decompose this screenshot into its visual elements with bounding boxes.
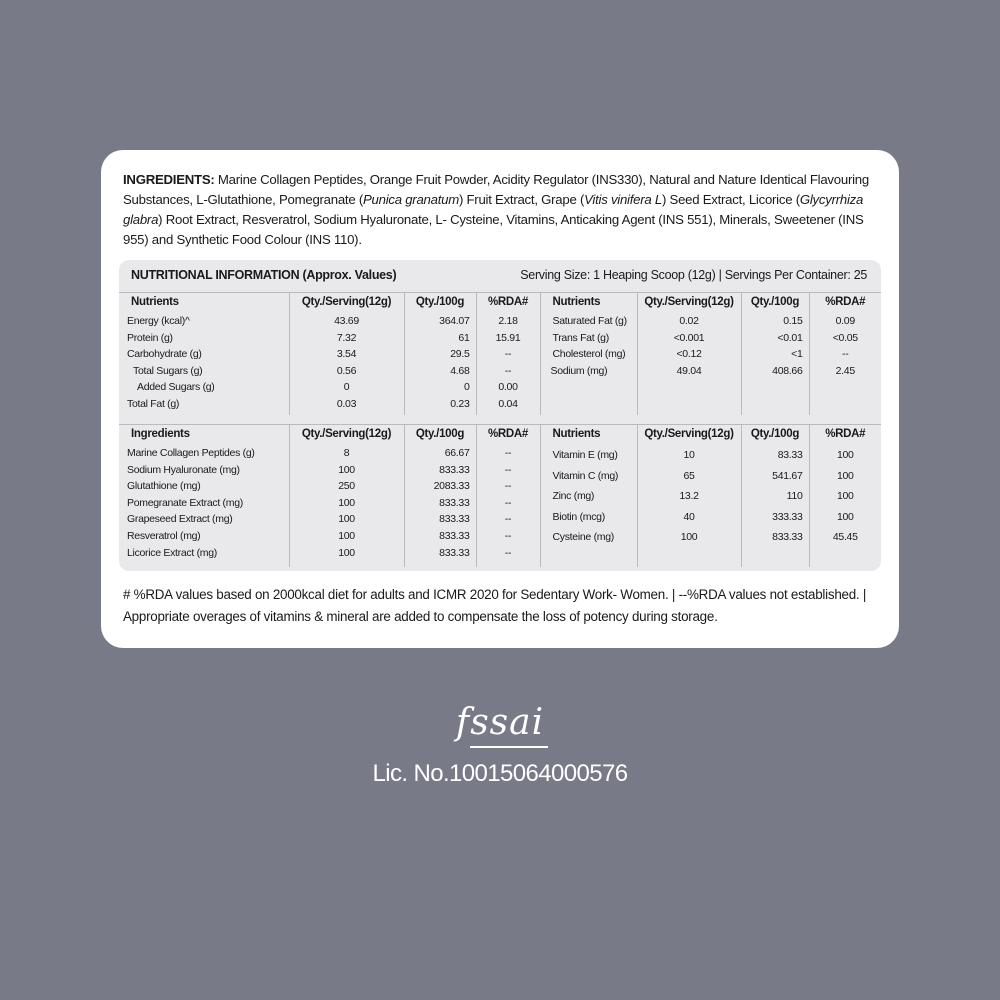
ingredients-italic: Glycyrrhiza glabra xyxy=(123,192,864,227)
table-cell: 0 xyxy=(463,381,470,394)
serving-values xyxy=(289,445,404,567)
per100g-values xyxy=(741,313,809,415)
table-cell: Added Sugars (g) xyxy=(137,381,215,394)
table-cell: 0.15 xyxy=(783,315,803,327)
rda-values xyxy=(809,445,881,567)
table-cell: 833.33 xyxy=(439,529,470,542)
table-cell: -- xyxy=(504,496,512,509)
table-cell: 110 xyxy=(786,490,803,502)
table-cell: 100 xyxy=(338,496,355,509)
serving-values xyxy=(637,445,741,567)
table-cell: -- xyxy=(504,447,512,459)
table-cell: 2.18 xyxy=(498,315,518,327)
ingredients-part: ) Seed Extract, Licorice ( xyxy=(661,192,800,207)
nutrients-table xyxy=(119,292,881,415)
table-cell: 100 xyxy=(836,490,854,502)
table-cell: Carbohydrate (g) xyxy=(127,348,202,361)
nutrition-panel xyxy=(119,260,881,571)
table-cell: 0.00 xyxy=(498,381,518,394)
per100g-values xyxy=(404,445,476,567)
fssai-underline xyxy=(470,746,548,748)
table-cell: Zinc (mg) xyxy=(552,490,595,502)
col-header: Qty./Serving(12g) xyxy=(289,293,404,314)
table-cell: 541.67 xyxy=(772,469,803,482)
table-cell: 100 xyxy=(836,510,854,523)
table-cell: 13.2 xyxy=(679,490,699,502)
col-header: Qty./Serving(12g) xyxy=(637,293,741,314)
table-cell: 833.33 xyxy=(439,546,470,559)
table-cell: <0.01 xyxy=(777,331,803,344)
table-cell: 0 xyxy=(343,381,350,394)
table-cell: 8 xyxy=(343,447,350,459)
table-cell: 4.68 xyxy=(450,364,470,377)
table-cell: Glutathione (mg) xyxy=(127,480,201,493)
col-header: Nutrients xyxy=(540,293,637,314)
rda-values xyxy=(476,313,540,415)
table-cell: 100 xyxy=(338,529,355,542)
table-cell: -- xyxy=(842,348,849,361)
nutrition-title: NUTRITIONAL INFORMATION (Approx. Values) xyxy=(131,268,397,282)
table-cell: 61 xyxy=(458,331,470,344)
table-cell: 0.09 xyxy=(835,315,855,327)
nutrition-header xyxy=(131,268,871,286)
table-cell: -- xyxy=(504,546,512,559)
table-cell: -- xyxy=(504,480,512,493)
ingredients-text xyxy=(123,170,878,250)
rda-values xyxy=(809,313,881,415)
table-cell: 833.33 xyxy=(439,496,470,509)
nutrient-names xyxy=(540,313,637,415)
table-cell: 0.02 xyxy=(679,315,699,327)
table-cell: Saturated Fat (g) xyxy=(552,315,627,327)
table-cell: 833.33 xyxy=(439,513,470,526)
table-cell: 100 xyxy=(338,463,355,476)
table-cell: Total Fat (g) xyxy=(127,397,180,410)
table-cell: 100 xyxy=(836,469,854,482)
table-cell: 10 xyxy=(683,449,695,461)
table-cell: Vitamin C (mg) xyxy=(552,469,619,482)
nutrient-names xyxy=(540,445,637,567)
ingredients-part: ) Root Extract, Resveratrol, Sodium Hyaluronate, L- Cysteine, Vitamins, Anticaking Agent (INS 551), Minerals, Sweetener (INS 955) and Synthetic Food Colour (INS 110). xyxy=(123,212,864,247)
table-cell: 40 xyxy=(683,510,695,523)
col-header: Qty./Serving(12g) xyxy=(289,425,404,446)
table-cell: Vitamin E (mg) xyxy=(552,449,618,461)
table-cell: 333.33 xyxy=(772,510,803,523)
rda-footnote: # %RDA values based on 2000kcal diet for adults and ICMR 2020 for Sedentary Work- Women. | --%RDA values not established. | Appropriate overages of vitamins & mineral are added to compensate the loss of potency during storage. xyxy=(123,587,867,624)
table-cell: Grapeseed Extract (mg) xyxy=(127,513,233,526)
ingredients-label: INGREDIENTS: xyxy=(123,172,215,187)
serving-values xyxy=(289,313,404,415)
col-header: Qty./Serving(12g) xyxy=(637,425,741,446)
table-cell: Cysteine (mg) xyxy=(552,531,614,543)
table-cell: 408.66 xyxy=(772,364,803,377)
table-cell: -- xyxy=(504,348,512,361)
rda-values xyxy=(476,445,540,567)
table-cell: -- xyxy=(504,463,512,476)
table-cell: 15.91 xyxy=(495,331,521,344)
table-cell: 364.07 xyxy=(439,315,470,327)
table-cell: Pomegranate Extract (mg) xyxy=(127,496,243,509)
license-number: Lic. No.10015064000576 xyxy=(372,760,628,787)
table-cell: 29.5 xyxy=(450,348,470,361)
col-header: %RDA# xyxy=(809,425,881,446)
table-cell: 83.33 xyxy=(777,449,803,461)
col-header: Nutrients xyxy=(131,296,179,308)
table-cell: Protein (g) xyxy=(127,331,173,344)
table-cell: 66.67 xyxy=(444,447,470,459)
col-header: %RDA# xyxy=(476,425,540,446)
table-cell: 7.32 xyxy=(336,331,357,344)
table-cell: 833.33 xyxy=(439,463,470,476)
table-cell: 100 xyxy=(836,449,854,461)
table-cell: <1 xyxy=(791,348,803,361)
table-cell: 100 xyxy=(338,546,355,559)
col-header: %RDA# xyxy=(809,293,881,314)
ingredients-table xyxy=(119,424,881,567)
table-cell: 100 xyxy=(680,531,698,543)
table-cell: Sodium (mg) xyxy=(550,364,608,377)
serving-values xyxy=(637,313,741,415)
table-cell: 250 xyxy=(338,480,355,493)
table-cell: 3.54 xyxy=(336,348,357,361)
table-cell: 45.45 xyxy=(832,531,858,543)
ingredients-part: ) Fruit Extract, Grape ( xyxy=(458,192,585,207)
label-card xyxy=(101,150,899,648)
table-cell: 65 xyxy=(683,469,695,482)
table-cell: 2083.33 xyxy=(433,480,470,493)
table-cell: 49.04 xyxy=(676,364,702,377)
table-cell: -- xyxy=(504,513,512,526)
col-header: Qty./100g xyxy=(404,293,476,314)
serving-info: Serving Size: 1 Heaping Scoop (12g) | Servings Per Container: 25 xyxy=(520,268,867,282)
table-cell: -- xyxy=(504,364,512,377)
ingredients-italic: Vitis vinifera L xyxy=(584,192,662,207)
table-cell: Resveratrol (mg) xyxy=(127,529,201,542)
col-header: Qty./100g xyxy=(404,425,476,446)
table-cell: <0.001 xyxy=(673,331,705,344)
ingredients-italic: Punica granatum xyxy=(362,192,459,207)
table-cell: 0.56 xyxy=(336,364,357,377)
table-cell: -- xyxy=(504,529,512,542)
table-cell: Cholesterol (mg) xyxy=(552,348,626,361)
table-cell: Total Sugars (g) xyxy=(133,364,203,377)
col-header: Ingredients xyxy=(131,428,190,440)
ingredient-names xyxy=(119,445,289,567)
col-header: %RDA# xyxy=(476,293,540,314)
table-cell: Marine Collagen Peptides (g) xyxy=(127,447,255,459)
table-cell: 0.23 xyxy=(450,397,470,410)
table-cell: 833.33 xyxy=(772,531,803,543)
table-cell: <0.05 xyxy=(832,331,858,344)
table-cell: Biotin (mcg) xyxy=(552,510,605,523)
col-header: Qty./100g xyxy=(741,425,809,446)
table-cell: 43.69 xyxy=(334,315,359,327)
table-cell: Trans Fat (g) xyxy=(552,331,609,344)
table-cell: 100 xyxy=(338,513,355,526)
per100g-values xyxy=(404,313,476,415)
table-cell: Energy (kcal)^ xyxy=(127,315,190,327)
table-cell: 2.45 xyxy=(835,364,855,377)
fssai-logo: fssai xyxy=(455,702,545,743)
table-cell: 0.03 xyxy=(336,397,357,410)
table-cell: Licorice Extract (mg) xyxy=(127,546,217,559)
table-cell: Sodium Hyaluronate (mg) xyxy=(127,463,240,476)
col-header: Qty./100g xyxy=(741,293,809,314)
table-cell: <0.12 xyxy=(676,348,702,361)
per100g-values xyxy=(741,445,809,567)
col-header: Nutrients xyxy=(540,425,637,446)
ingredients-part: Marine Collagen Peptides, Orange Fruit Powder, Acidity Regulator (INS330), Natural and Nature Identical Flavouring Substances, L-Glutathione, Pomegranate ( xyxy=(123,172,869,207)
nutrient-names xyxy=(119,313,289,415)
table-cell: 0.04 xyxy=(498,397,518,410)
